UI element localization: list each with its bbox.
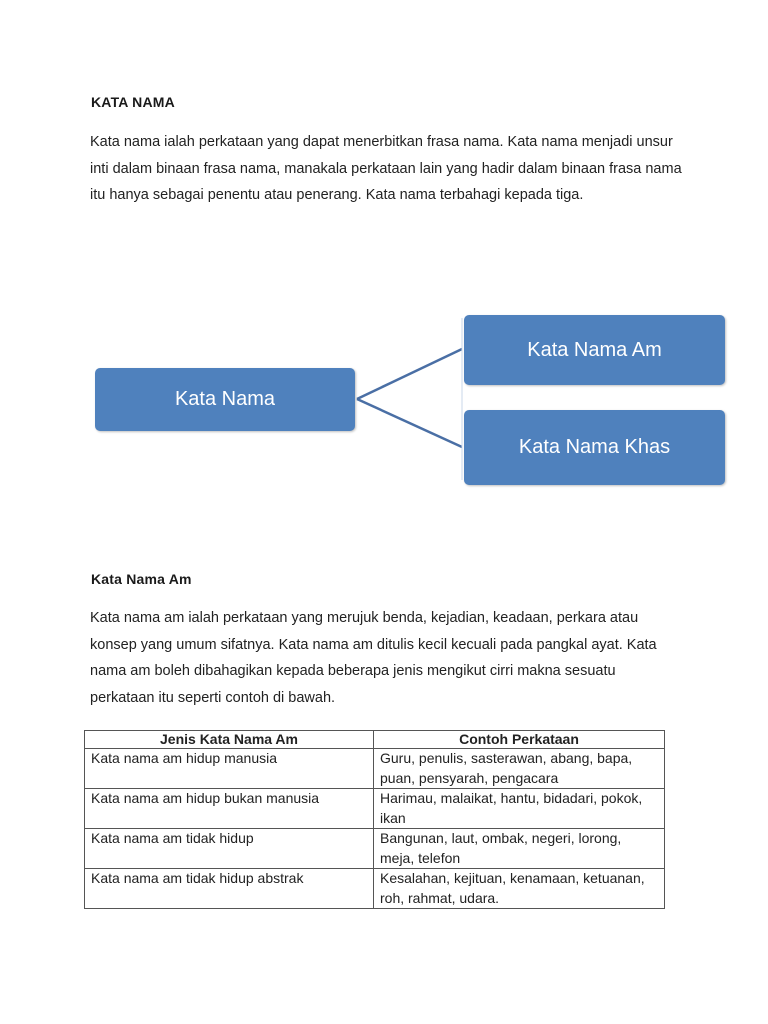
intro-paragraph: Kata nama ialah perkataan yang dapat menerbitkan frasa nama. Kata nama menjadi unsur inti dalam binaan frasa nama, manakala perkataan lain yang hadir dalam binaan frasa nama itu hanya sebagai penentu atau penerang. Kata nama terbahagi kepada tiga. <box>90 134 682 203</box>
connector-line-am <box>357 349 462 399</box>
table-cell-type: Kata nama am tidak hidup <box>85 829 374 869</box>
table-row <box>85 869 665 909</box>
table-cell-example: Bangunan, laut, ombak, negeri, lorong, meja, telefon <box>374 829 665 869</box>
table-cell-example: Kesalahan, kejituan, kenamaan, ketuanan, roh, rahmat, udara. <box>374 869 665 909</box>
table-row <box>85 789 665 829</box>
table-cell-type: Kata nama am hidup bukan manusia <box>85 789 374 829</box>
table-row <box>85 749 665 789</box>
section-heading-kata-nama: KATA NAMA <box>91 94 175 110</box>
table-cell-example: Guru, penulis, sasterawan, abang, bapa, puan, pensyarah, pengacara <box>374 749 665 789</box>
jenis-kata-nama-table <box>84 730 665 909</box>
table-row <box>85 829 665 869</box>
table-header-row <box>85 731 665 749</box>
diagram-root-box: Kata Nama <box>95 368 355 431</box>
table-header-cell: Contoh Perkataan <box>374 731 665 749</box>
table-cell-example: Harimau, malaikat, hantu, bidadari, pokok, ikan <box>374 789 665 829</box>
connector-line-khas <box>357 399 462 447</box>
kata-nama-am-paragraph: Kata nama am ialah perkataan yang merujuk benda, kejadian, keadaan, perkara atau konsep yang umum sifatnya. Kata nama am ditulis kecil kecuali pada pangkal ayat. Kata nama am boleh dibahagikan kepada beberapa jenis mengikut cirri makna sesuatu perkataan itu seperti contoh di bawah. <box>90 610 657 706</box>
table-cell-type: Kata nama am hidup manusia <box>85 749 374 789</box>
diagram-branch-box-am: Kata Nama Am <box>464 315 725 385</box>
table-cell-type: Kata nama am tidak hidup abstrak <box>85 869 374 909</box>
diagram-branch-box-khas: Kata Nama Khas <box>464 410 725 485</box>
section-heading-kata-nama-am: Kata Nama Am <box>91 571 192 587</box>
table-header-cell: Jenis Kata Nama Am <box>85 731 374 749</box>
